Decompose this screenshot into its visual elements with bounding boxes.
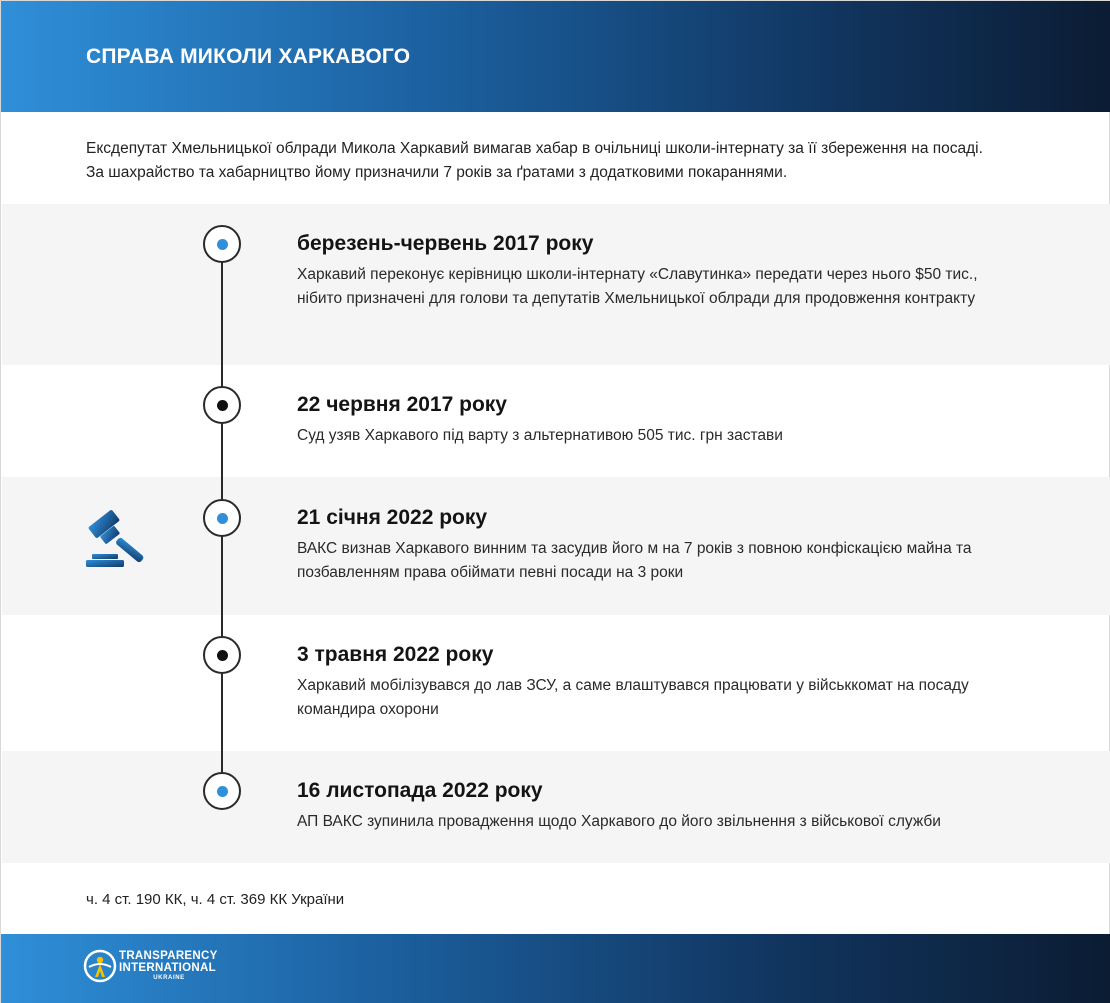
event-date: 3 травня 2022 року	[297, 643, 494, 666]
event-description: АП ВАКС зупинила провадження щодо Харкавого до його звільнення з військової служби	[297, 813, 941, 830]
timeline-dot	[217, 650, 228, 661]
event-description: Суд узяв Харкавого під варту з альтернативою 505 тис. грн застави	[297, 427, 783, 444]
timeline-node	[203, 772, 241, 810]
timeline-node	[203, 225, 241, 263]
header-banner	[1, 1, 1110, 112]
intro-paragraph: Ексдепутат Хмельницької облради Микола Харкавий вимагав хабар в очільниці школи-інтернату за її збереження на посаді. За шахрайство та хабарництво йому призначили 7 років за ґратами з додатковими покараннями.	[86, 140, 983, 181]
event-description: Харкавий переконує керівницю школи-інтернату «Славутинка» передати через нього $50 тис., нібито призначені для голови та депутатів Хмельницької облради для продовження контракту	[297, 266, 978, 307]
event-date: 22 червня 2017 року	[297, 393, 507, 416]
event-date: 16 листопада 2022 року	[297, 779, 543, 802]
timeline-dot	[217, 400, 228, 411]
event-date: березень-червень 2017 року	[297, 232, 594, 255]
timeline-dot	[217, 239, 228, 250]
transparency-international-logo-icon	[83, 949, 117, 983]
logo-wordmark	[119, 950, 219, 982]
timeline-node	[203, 499, 241, 537]
page-title: СПРАВА МИКОЛИ ХАРКАВОГО	[86, 45, 411, 68]
logo-line-3: UKRAINE	[153, 975, 185, 981]
timeline-node	[203, 386, 241, 424]
logo-line-1: TRANSPARENCY	[119, 950, 218, 962]
timeline-band	[2, 751, 1110, 863]
event-description: Харкавий мобілізувався до лав ЗСУ, а саме влаштувався працювати у військкомат на посаду командира охорони	[297, 677, 969, 718]
logo-line-2: INTERNATIONAL	[119, 962, 216, 974]
event-date: 21 січня 2022 року	[297, 506, 488, 529]
legal-references: ч. 4 ст. 190 КК, ч. 4 ст. 369 КК України	[86, 891, 345, 908]
event-description: ВАКС визнав Харкавого винним та засудив його м на 7 років з повною конфіскацією майна та позбавленням права обіймати певні посади на 3 роки	[297, 540, 972, 581]
timeline-dot	[217, 513, 228, 524]
timeline-dot	[217, 786, 228, 797]
footer-banner	[1, 934, 1110, 1003]
gavel-icon	[83, 503, 153, 571]
timeline-node	[203, 636, 241, 674]
